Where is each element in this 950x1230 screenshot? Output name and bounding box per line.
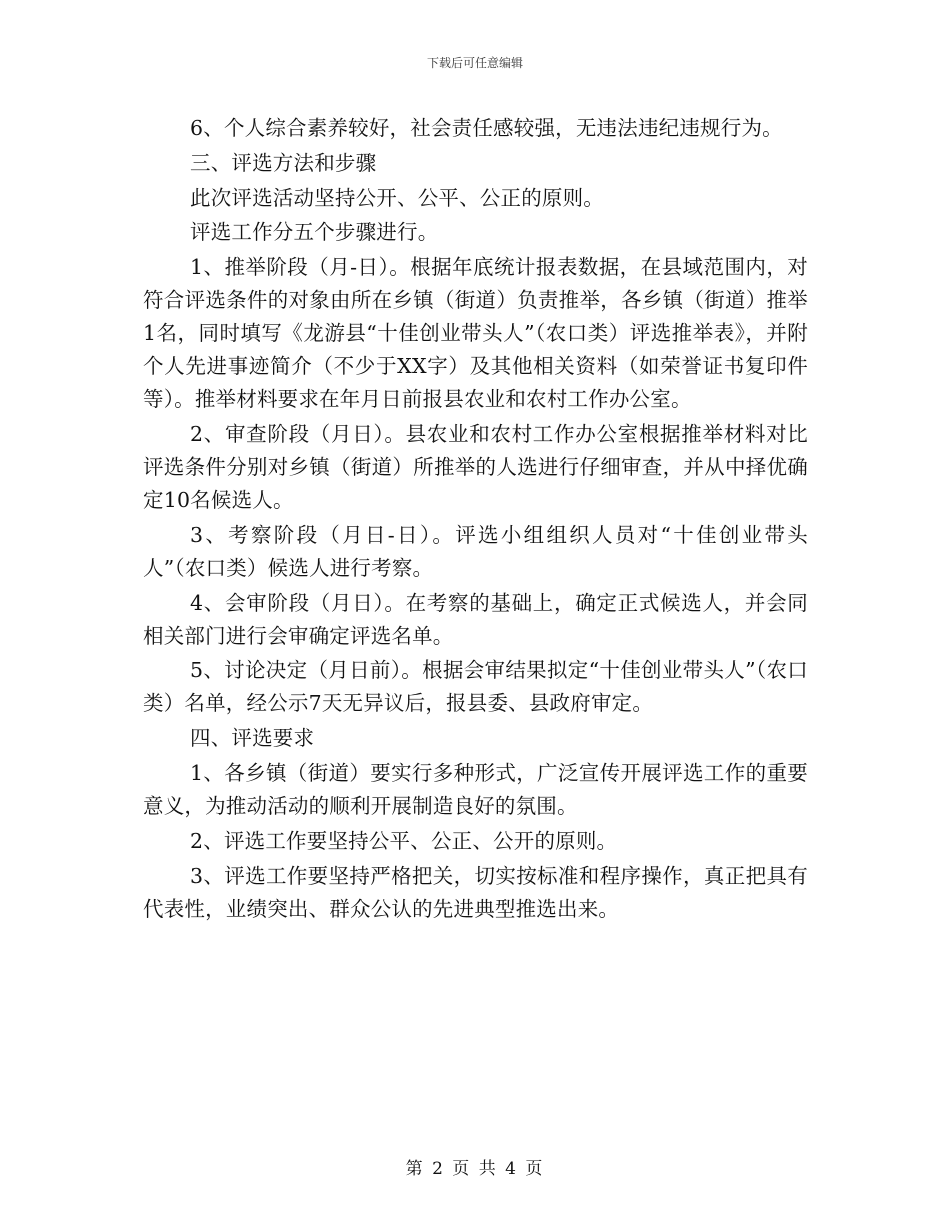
paragraph-step-5: 5、讨论决定（月日前）。根据会审结果拟定“十佳创业带头人”（农口类）名单，经公示7天无异议后，报县委、县政府审定。: [143, 658, 808, 716]
paragraph-requirement-2: 2、评选工作要坚持公平、公正、公开的原则。: [190, 828, 618, 853]
paragraph-criteria-6: 6、个人综合素养较好，社会责任感较强，无违法违纪违规行为。: [190, 116, 783, 140]
section-heading-method: 三、评选方法和步骤: [190, 150, 377, 175]
document-body: [143, 112, 808, 927]
page-header: 下载后可任意编辑: [426, 56, 523, 70]
paragraph-steps-intro: 评选工作分五个步骤进行。: [190, 220, 439, 245]
paragraph-requirement-1: 1、各乡镇（街道）要实行多种形式，广泛宣传开展评选工作的重要意义，为推动活动的顺利开展制造良好的氛围。: [143, 760, 808, 818]
paragraph-principle: 此次评选活动坚持公开、公平、公正的原则。: [190, 185, 604, 210]
paragraph-requirement-3: 3、评选工作要坚持严格把关，切实按标准和程序操作，真正把具有代表性，业绩突出、群众公认的先进典型推选出来。: [143, 863, 808, 921]
paragraph-step-1: 1、推举阶段（月-日）。根据年底统计报表数据，在县域范围内，对符合评选条件的对象由所在乡镇（街道）负责推举，各乡镇（街道）推举1名，同时填写《龙游县“十佳创业带头人”（农口类）评选推举表》，并附个人先进事迹简介（不少于XX字）及其他相关资料（如荣誉证书复印件等）。推举材料要求在年月日前报县农业和农村工作办公室。: [143, 255, 808, 412]
paragraph-step-3: 3、考察阶段（月日-日）。评选小组组织人员对“十佳创业带头人”（农口类）候选人进行考察。: [143, 522, 808, 580]
page-footer: 第 2 页 共 4 页: [405, 1159, 545, 1179]
paragraph-step-2: 2、审查阶段（月日）。县农业和农村工作办公室根据推举材料对比评选条件分别对乡镇（街道）所推举的人选进行仔细审查，并从中择优确定10名候选人。: [143, 421, 808, 512]
section-heading-requirements: 四、评选要求: [190, 726, 315, 751]
paragraph-step-4: 4、会审阶段（月日）。在考察的基础上，确定正式候选人，并会同相关部门进行会审确定评选名单。: [143, 590, 808, 648]
